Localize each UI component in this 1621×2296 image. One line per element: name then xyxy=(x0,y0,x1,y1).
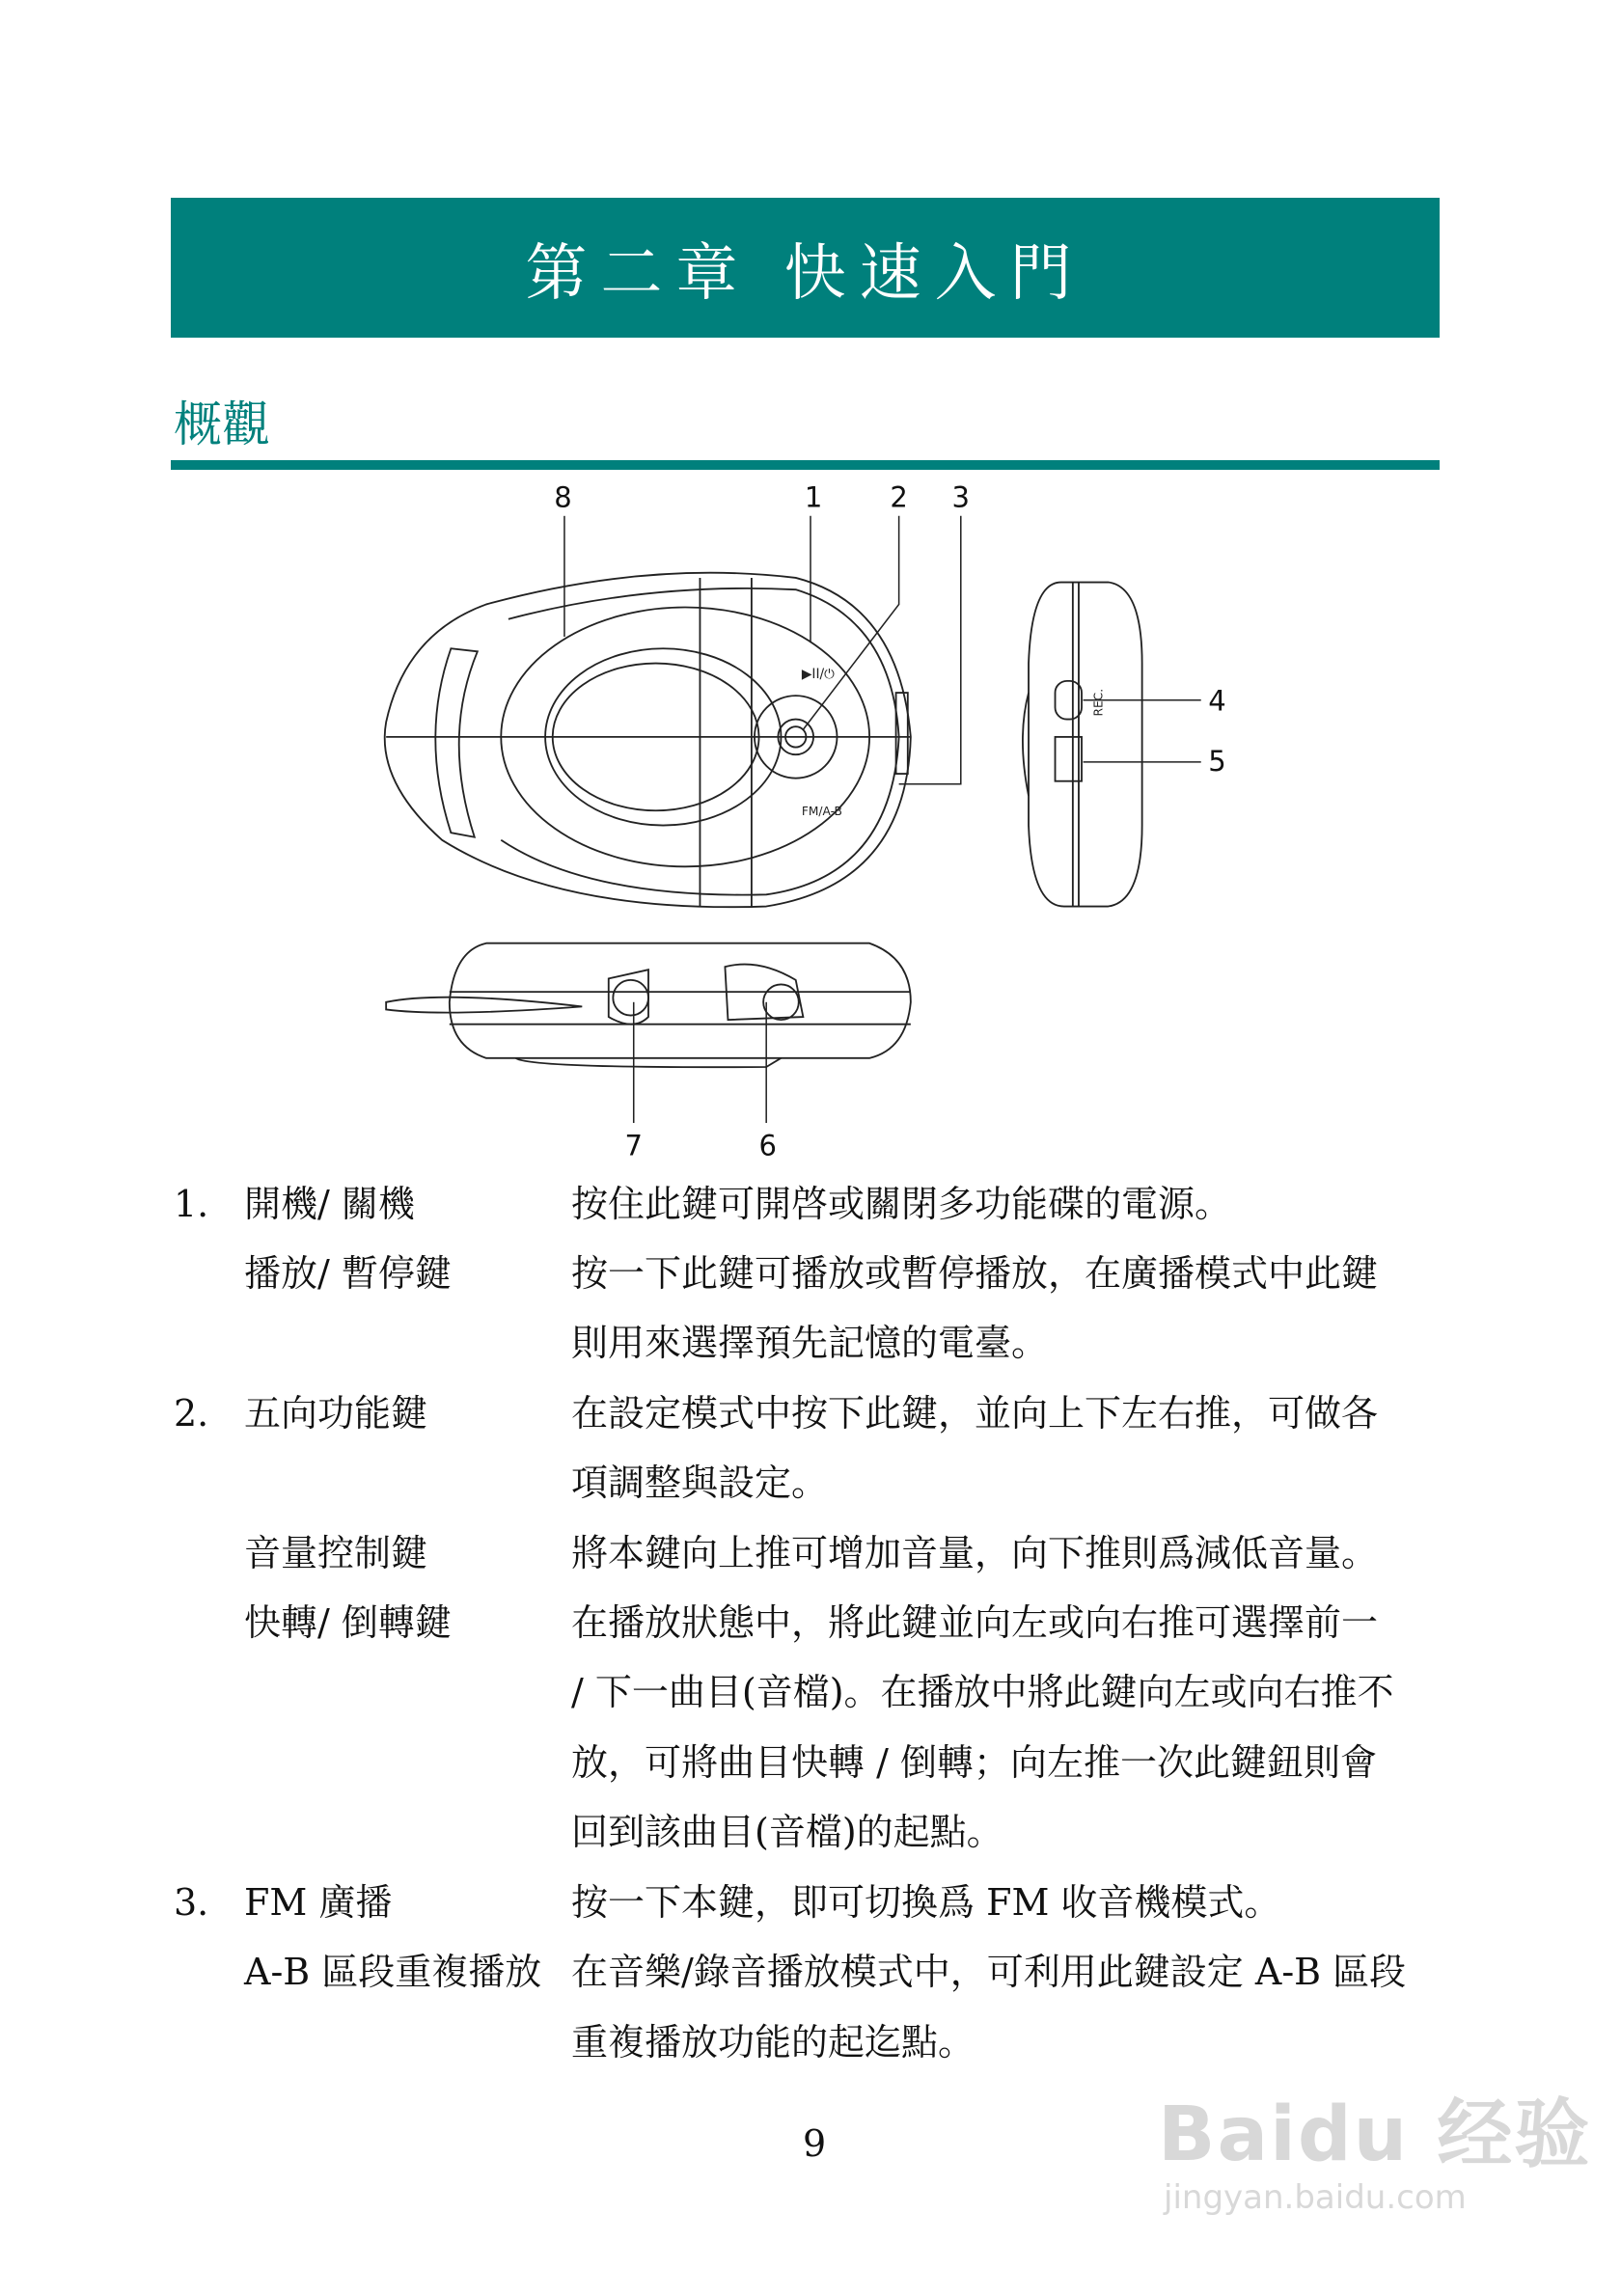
section-title: 概觀 xyxy=(174,396,270,452)
callout-1: 1 xyxy=(804,480,823,514)
device-side-view xyxy=(1023,583,1142,907)
item-desc: 則用來選擇預先記憶的電臺。 xyxy=(571,1322,1049,1364)
item-label: FM 廣播 xyxy=(244,1881,393,1924)
item-desc: 項調整與設定。 xyxy=(571,1462,829,1504)
item-label: A-B 區段重複播放 xyxy=(244,1951,542,1993)
callout-4: 4 xyxy=(1208,684,1226,718)
callout-6: 6 xyxy=(758,1129,777,1162)
item-number: 3. xyxy=(174,1881,209,1924)
item-label: 快轉/ 倒轉鍵 xyxy=(244,1601,452,1644)
item-desc: 在音樂/錄音播放模式中，可利用此鍵設定 A-B 區段 xyxy=(571,1951,1407,1993)
device-front-view xyxy=(385,573,911,908)
item-desc: 按一下此鍵可播放或暫停播放，在廣播模式中此鍵 xyxy=(571,1252,1379,1295)
play-power-label: ▶II/⏻ xyxy=(801,666,835,682)
item-desc: 放，可將曲目快轉 / 倒轉；向左推一次此鍵鈕則會 xyxy=(571,1741,1377,1784)
fm-ab-label: FM/A-B xyxy=(801,804,842,818)
rec-label: REC. xyxy=(1091,688,1106,717)
callout-8: 8 xyxy=(554,480,572,514)
item-desc: 在播放狀態中，將此鍵並向左或向右推可選擇前一 xyxy=(571,1601,1379,1644)
item-desc: 重複播放功能的起迄點。 xyxy=(571,2021,975,2064)
baidu-watermark xyxy=(1158,2074,1591,2217)
callout-5: 5 xyxy=(1208,745,1226,779)
item-number: 2. xyxy=(174,1392,209,1435)
page-number: 9 xyxy=(803,2122,827,2165)
callout-3: 3 xyxy=(951,480,971,514)
item-desc: / 下一曲目(音檔)。在播放中將此鍵向左或向右推不 xyxy=(571,1671,1394,1713)
item-label: 五向功能鍵 xyxy=(244,1392,428,1435)
device-bottom-view xyxy=(386,943,911,1067)
item-label: 播放/ 暫停鍵 xyxy=(244,1252,452,1295)
item-number: 1. xyxy=(174,1183,209,1225)
item-desc: 回到該曲目(音檔)的起點。 xyxy=(571,1811,1003,1853)
item-desc: 將本鍵向上推可增加音量，向下推則爲減低音量。 xyxy=(571,1532,1379,1574)
watermark-brand: Baidu 经验 xyxy=(1158,2091,1592,2178)
item-desc: 按一下本鍵，即可切換爲 FM 收音機模式。 xyxy=(571,1881,1281,1924)
chapter-title: 第二章 快速入門 xyxy=(525,237,1085,310)
item-label: 開機/ 關機 xyxy=(244,1183,415,1225)
watermark-url: jingyan.baidu.com xyxy=(1164,2178,1467,2217)
callout-7: 7 xyxy=(624,1129,643,1162)
callout-2: 2 xyxy=(890,480,908,514)
item-label: 音量控制鍵 xyxy=(244,1532,428,1574)
item-desc: 按住此鍵可開啓或關閉多功能碟的電源。 xyxy=(571,1183,1232,1225)
item-desc: 在設定模式中按下此鍵，並向上下左右推，可做各 xyxy=(571,1392,1379,1435)
